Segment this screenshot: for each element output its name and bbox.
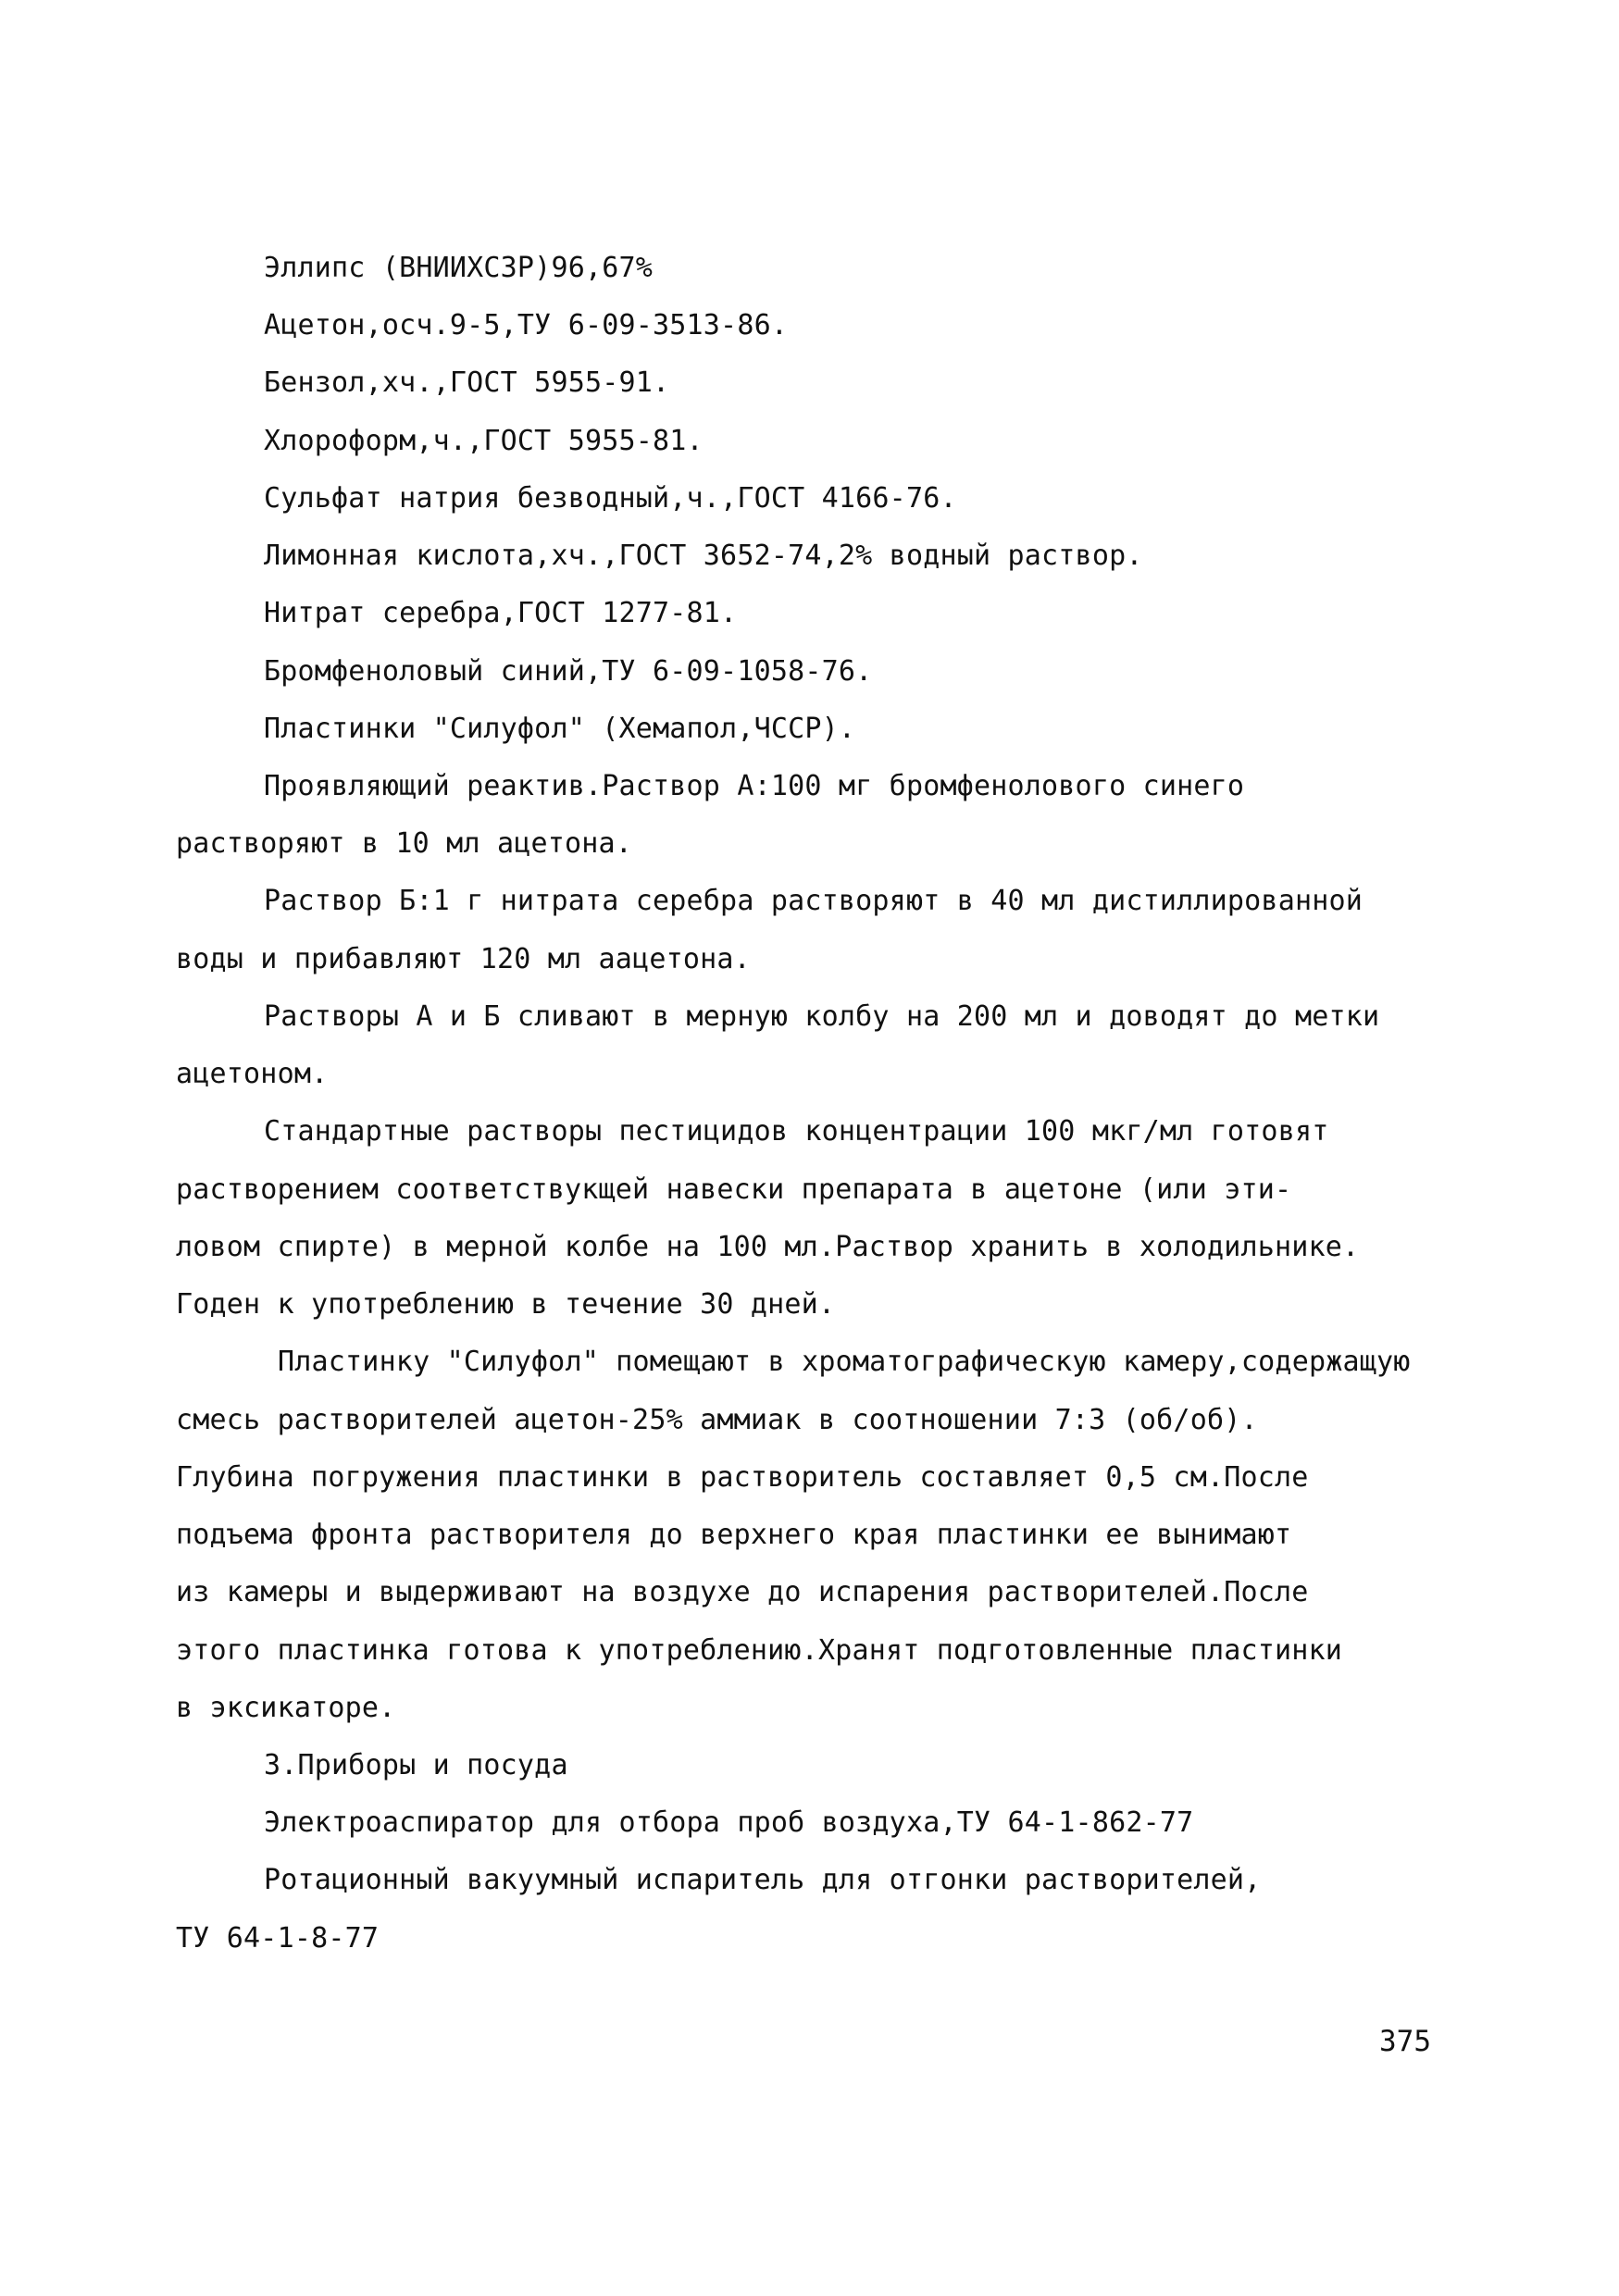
text-line: растворяют в 10 мл ацетона.	[176, 827, 633, 860]
text-line: Лимонная кислота,хч.,ГОСТ 3652-74,2% водный раствор.	[264, 540, 1143, 572]
text-line: воды и прибавляют 120 мл аацетона.	[176, 943, 751, 975]
page-number: 375	[1379, 2025, 1431, 2058]
text-line: Бензол,хч.,ГОСТ 5955-91.	[264, 366, 670, 399]
text-line: подъема фронта растворителя до верхнего края пластинки ее вынимают	[176, 1519, 1292, 1551]
text-line: растворением соответствукщей навески препарата в ацетоне (или эти-	[176, 1173, 1292, 1206]
text-line: в эксикаторе.	[176, 1692, 396, 1724]
text-line: Ацетон,осч.9-5,ТУ 6-09-3513-86.	[264, 309, 789, 341]
text-line: Эллипс (ВНИИХСЗР)96,67%	[264, 252, 654, 284]
text-line: Пластинку "Силуфол" помещают в хроматографическую камеру,содержащую	[278, 1346, 1411, 1378]
text-line: смесь растворителей ацетон-25% аммиак в соотношении 7:3 (об/об).	[176, 1404, 1258, 1436]
text-line: Ротационный вакуумный испаритель для отгонки растворителей,	[264, 1864, 1262, 1896]
text-line: Бромфеноловый синий,ТУ 6-09-1058-76.	[264, 655, 873, 688]
text-line: из камеры и выдерживают на воздухе до испарения растворителей.После	[176, 1576, 1309, 1608]
text-line: Пластинки "Силуфол" (Хемапол,ЧССР).	[264, 713, 856, 745]
text-line: Хлороформ,ч.,ГОСТ 5955-81.	[264, 425, 704, 457]
text-line: Нитрат серебра,ГОСТ 1277-81.	[264, 597, 738, 629]
text-line: Раствор Б:1 г нитрата серебра растворяют в 40 мл дистиллированной	[264, 885, 1363, 917]
text-line: Глубина погружения пластинки в растворитель составляет 0,5 см.После	[176, 1461, 1309, 1494]
text-line: этого пластинка готова к употреблению.Хранят подготовленные пластинки	[176, 1634, 1343, 1667]
text-line: ацетоном.	[176, 1058, 329, 1090]
text-line: ТУ 64-1-8-77	[176, 1922, 380, 1955]
text-line: Годен к употреблению в течение 30 дней.	[176, 1288, 836, 1321]
text-line: Электроаспиратор для отбора проб воздуха,ТУ 64-1-862-77	[264, 1806, 1194, 1839]
text-line: ловом спирте) в мерной колбе на 100 мл.Раствор хранить в холодильнике.	[176, 1231, 1360, 1263]
text-line: Растворы А и Б сливают в мерную колбу на 200 мл и доводят до метки	[264, 1000, 1380, 1033]
text-line: Стандартные растворы пестицидов концентрации 100 мкг/мл готовят	[264, 1115, 1329, 1148]
text-line: Проявляющий реактив.Раствор А:100 мг бромфенолового синего	[264, 770, 1245, 802]
text-line: Сульфат натрия безводный,ч.,ГОСТ 4166-76.	[264, 482, 957, 515]
section-heading: 3.Приборы и посуда	[264, 1749, 568, 1781]
